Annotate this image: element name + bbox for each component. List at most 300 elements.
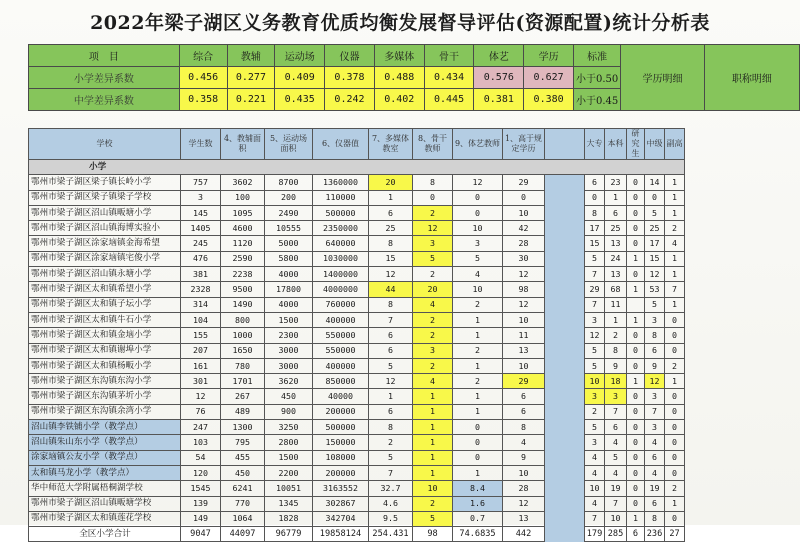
table-cell: 0 — [453, 420, 503, 435]
summary-value: 0.627 — [524, 67, 574, 89]
school-name: 鄂州市梁子湖区太和镇希望小学 — [29, 282, 181, 297]
table-cell: 7 — [645, 404, 665, 419]
table-cell: 10 — [413, 481, 453, 496]
table-row — [29, 435, 685, 450]
table-cell: 4000000 — [313, 282, 369, 297]
table-cell: 500000 — [313, 205, 369, 220]
table-cell: 4.6 — [369, 496, 413, 511]
gap-cell — [545, 420, 585, 435]
table-cell: 1064 — [221, 511, 265, 526]
table-cell: 6 — [503, 404, 545, 419]
school-name: 鄂州市梁子湖区东沟镇余湾小学 — [29, 404, 181, 419]
table-cell: 8 — [369, 420, 413, 435]
table-cell: 0 — [453, 205, 503, 220]
table-header-row — [29, 129, 685, 160]
table-cell: 1 — [665, 205, 685, 220]
table-cell: 30 — [503, 251, 545, 266]
table-cell: 11 — [605, 297, 627, 312]
summary-header-item: 项 目 — [29, 45, 180, 67]
table-cell: 760000 — [313, 297, 369, 312]
table-cell: 10 — [503, 358, 545, 373]
table-cell: 104 — [181, 312, 221, 327]
table-cell: 9.5 — [369, 511, 413, 526]
table-row — [29, 420, 685, 435]
summary-title-detail: 职称明细 — [704, 45, 799, 111]
school-name: 鄂州市梁子湖区沼山镇永塘小学 — [29, 267, 181, 282]
table-cell: 0 — [665, 435, 685, 450]
table-cell: 1 — [627, 251, 645, 266]
table-cell: 795 — [221, 435, 265, 450]
table-cell: 3 — [453, 236, 503, 251]
table-cell: 9 — [503, 450, 545, 465]
gap-cell — [545, 221, 585, 236]
school-name: 鄂州市梁子湖区梁子镇梁子学校 — [29, 190, 181, 205]
table-cell: 5 — [413, 251, 453, 266]
col-header-aux-area: 4、教辅面积 — [221, 129, 265, 160]
table-cell: 6 — [503, 389, 545, 404]
table-cell: 6 — [369, 205, 413, 220]
summary-value: 0.221 — [227, 89, 275, 111]
table-cell: 2 — [413, 267, 453, 282]
table-cell: 8 — [645, 328, 665, 343]
table-cell: 0 — [665, 465, 685, 480]
table-row — [29, 205, 685, 220]
table-cell: 1 — [369, 190, 413, 205]
table-cell: 68 — [605, 282, 627, 297]
summary-header-multimedia: 多媒体 — [374, 45, 424, 67]
table-cell: 0 — [665, 511, 685, 526]
table-cell: 8.4 — [453, 481, 503, 496]
table-cell: 6 — [585, 175, 605, 190]
table-cell: 19858124 — [313, 527, 369, 542]
table-cell: 15 — [645, 251, 665, 266]
table-cell — [627, 297, 645, 312]
summary-value: 0.445 — [424, 89, 474, 111]
table-cell: 1 — [413, 450, 453, 465]
table-cell: 15 — [585, 236, 605, 251]
table-cell: 5 — [413, 511, 453, 526]
summary-value: 0.277 — [227, 67, 275, 89]
table-cell: 5 — [585, 343, 605, 358]
table-cell: 2200 — [265, 465, 313, 480]
table-cell: 455 — [221, 450, 265, 465]
col-header-above-degree: 1、高于规定学历 — [503, 129, 545, 160]
table-cell: 6 — [605, 420, 627, 435]
table-cell: 2300 — [265, 328, 313, 343]
gap-cell — [545, 404, 585, 419]
table-cell: 0 — [627, 205, 645, 220]
table-cell: 3 — [413, 236, 453, 251]
table-cell: 20 — [413, 282, 453, 297]
table-cell: 12 — [645, 374, 665, 389]
table-cell: 7 — [605, 496, 627, 511]
table-cell: 1 — [413, 404, 453, 419]
table-cell: 4 — [605, 435, 627, 450]
table-cell: 8700 — [265, 175, 313, 190]
table-cell: 3 — [585, 435, 605, 450]
table-cell: 2 — [369, 435, 413, 450]
table-cell: 5 — [645, 205, 665, 220]
table-cell: 12 — [181, 389, 221, 404]
school-name: 全区小学合计 — [29, 527, 181, 542]
table-cell: 10 — [453, 221, 503, 236]
gap-cell — [545, 312, 585, 327]
table-cell: 0 — [627, 175, 645, 190]
table-cell: 1120 — [221, 236, 265, 251]
table-cell: 1 — [369, 389, 413, 404]
col-header-arts: 9、体艺教师 — [453, 129, 503, 160]
col-header-bachelor: 本科 — [605, 129, 627, 160]
table-cell: 25 — [645, 221, 665, 236]
col-header-sports-area: 5、运动场面积 — [265, 129, 313, 160]
col-header-intermediate: 中级 — [645, 129, 665, 160]
col-header-students: 学生数 — [181, 129, 221, 160]
summary-value: 0.435 — [275, 89, 325, 111]
table-row — [29, 190, 685, 205]
table-cell: 1 — [665, 267, 685, 282]
table-cell: 7 — [585, 511, 605, 526]
table-cell: 2 — [453, 343, 503, 358]
table-cell: 1 — [453, 358, 503, 373]
table-cell: 155 — [181, 328, 221, 343]
table-cell: 53 — [645, 282, 665, 297]
table-cell: 161 — [181, 358, 221, 373]
school-name: 华中师范大学附属梧桐湖学校 — [29, 481, 181, 496]
table-cell: 103 — [181, 435, 221, 450]
gap-cell — [545, 175, 585, 190]
table-cell: 200000 — [313, 404, 369, 419]
table-cell: 0 — [627, 190, 645, 205]
table-cell: 2590 — [221, 251, 265, 266]
col-header-instrument-value: 6、仪器值 — [313, 129, 369, 160]
col-header-postgrad: 研究生 — [627, 129, 645, 160]
table-cell: 13 — [605, 267, 627, 282]
table-cell: 5 — [369, 358, 413, 373]
table-cell: 25 — [605, 221, 627, 236]
gap-cell — [545, 389, 585, 404]
table-cell: 400000 — [313, 358, 369, 373]
summary-header-arts: 体艺 — [474, 45, 524, 67]
table-cell: 6 — [627, 527, 645, 542]
table-cell: 4 — [645, 435, 665, 450]
table-cell: 44 — [369, 282, 413, 297]
summary-standard: 小于0.50 — [574, 67, 621, 89]
table-cell: 7 — [665, 282, 685, 297]
table-cell: 0 — [627, 328, 645, 343]
table-cell: 3250 — [265, 420, 313, 435]
table-cell: 15 — [369, 251, 413, 266]
table-cell: 42 — [503, 221, 545, 236]
table-cell: 100 — [221, 190, 265, 205]
table-cell: 640000 — [313, 236, 369, 251]
table-cell: 2 — [665, 358, 685, 373]
table-cell: 6 — [369, 343, 413, 358]
summary-header-sports: 运动场 — [275, 45, 325, 67]
table-cell: 8 — [585, 205, 605, 220]
table-cell: 10 — [605, 511, 627, 526]
gap-cell — [545, 190, 585, 205]
table-cell: 2490 — [265, 205, 313, 220]
summary-value: 0.409 — [275, 67, 325, 89]
table-cell: 108000 — [313, 450, 369, 465]
table-cell: 32.7 — [369, 481, 413, 496]
table-cell: 1030000 — [313, 251, 369, 266]
table-row — [29, 221, 685, 236]
table-cell: 800 — [221, 312, 265, 327]
table-cell: 850000 — [313, 374, 369, 389]
summary-header-degree: 学历 — [524, 45, 574, 67]
table-cell: 5 — [453, 251, 503, 266]
table-cell: 139 — [181, 496, 221, 511]
table-cell: 13 — [605, 236, 627, 251]
table-cell: 4 — [413, 374, 453, 389]
table-cell: 10 — [503, 312, 545, 327]
table-cell: 29 — [503, 374, 545, 389]
table-cell: 19 — [605, 481, 627, 496]
school-name: 沼山镇朱山东小学（教学点） — [29, 435, 181, 450]
school-name: 鄂州市梁子湖区太和镇金垴小学 — [29, 328, 181, 343]
summary-header-backbone: 骨干 — [424, 45, 474, 67]
table-cell: 1828 — [265, 511, 313, 526]
gap-cell — [545, 267, 585, 282]
table-body — [29, 160, 685, 542]
table-cell: 0 — [627, 343, 645, 358]
table-cell: 10 — [453, 282, 503, 297]
table-cell: 5800 — [265, 251, 313, 266]
table-cell: 381 — [181, 267, 221, 282]
table-cell: 0 — [627, 267, 645, 282]
table-cell: 2800 — [265, 435, 313, 450]
table-cell: 450 — [265, 389, 313, 404]
table-cell: 2 — [605, 328, 627, 343]
school-name: 鄂州市梁子湖区沼山镇海博实验小 — [29, 221, 181, 236]
table-cell: 19 — [645, 481, 665, 496]
school-name: 鄂州市梁子湖区涂家垴镇金海希望 — [29, 236, 181, 251]
table-cell: 2 — [413, 358, 453, 373]
table-cell: 4600 — [221, 221, 265, 236]
table-cell: 247 — [181, 420, 221, 435]
gap-cell — [545, 236, 585, 251]
table-cell: 2 — [665, 221, 685, 236]
col-header-multimedia: 7、多媒体教室 — [369, 129, 413, 160]
table-cell: 1490 — [221, 297, 265, 312]
summary-value: 0.380 — [524, 89, 574, 111]
table-row — [29, 374, 685, 389]
school-name: 太和镇马龙小学（教学点） — [29, 465, 181, 480]
table-cell: 2 — [413, 205, 453, 220]
table-cell: 12 — [453, 175, 503, 190]
table-cell: 5 — [645, 297, 665, 312]
table-cell: 1 — [453, 465, 503, 480]
table-cell: 1345 — [265, 496, 313, 511]
school-name: 鄂州市梁子湖区沼山镇畈塘学校 — [29, 496, 181, 511]
summary-header-composite: 综合 — [179, 45, 227, 67]
gap-cell — [545, 496, 585, 511]
table-cell: 254.431 — [369, 527, 413, 542]
table-cell: 29 — [503, 175, 545, 190]
table-cell: 0 — [627, 221, 645, 236]
table-cell: 0 — [627, 481, 645, 496]
table-cell: 770 — [221, 496, 265, 511]
table-cell: 4 — [585, 496, 605, 511]
table-cell: 8 — [605, 343, 627, 358]
table-cell: 28 — [503, 481, 545, 496]
table-cell: 1 — [665, 175, 685, 190]
table-row — [29, 465, 685, 480]
table-cell: 110000 — [313, 190, 369, 205]
summary-value: 0.358 — [179, 89, 227, 111]
table-cell: 5000 — [265, 236, 313, 251]
table-cell: 12 — [413, 221, 453, 236]
col-header-junior-college: 大专 — [585, 129, 605, 160]
table-row — [29, 343, 685, 358]
table-cell: 7 — [585, 267, 605, 282]
gap-cell — [545, 205, 585, 220]
summary-standard: 小于0.45 — [574, 89, 621, 111]
table-cell: 8 — [503, 420, 545, 435]
table-cell: 17 — [585, 221, 605, 236]
table-cell: 20 — [369, 175, 413, 190]
table-cell: 0 — [665, 450, 685, 465]
table-cell: 23 — [605, 175, 627, 190]
gap-cell — [545, 481, 585, 496]
table-cell: 3 — [645, 420, 665, 435]
col-header-assoc-senior: 副高 — [665, 129, 685, 160]
gap-cell — [545, 343, 585, 358]
table-cell: 2 — [665, 481, 685, 496]
gap-cell — [545, 251, 585, 266]
table-cell: 74.6835 — [453, 527, 503, 542]
school-name: 涂家垴镇公友小学（教学点） — [29, 450, 181, 465]
section-label: 小学 — [29, 160, 685, 175]
table-row — [29, 389, 685, 404]
table-cell: 1 — [627, 282, 645, 297]
table-cell: 3 — [585, 389, 605, 404]
table-cell: 3602 — [221, 175, 265, 190]
table-cell: 500000 — [313, 420, 369, 435]
table-cell: 17800 — [265, 282, 313, 297]
table-cell: 2 — [453, 374, 503, 389]
table-cell: 9500 — [221, 282, 265, 297]
table-cell: 3000 — [265, 358, 313, 373]
table-cell: 0 — [665, 420, 685, 435]
table-cell: 7 — [369, 465, 413, 480]
table-cell: 3000 — [265, 343, 313, 358]
table-cell: 4000 — [265, 267, 313, 282]
table-cell: 9 — [605, 358, 627, 373]
table-row — [29, 481, 685, 496]
school-name: 鄂州市梁子湖区东沟镇茅圻小学 — [29, 389, 181, 404]
table-cell: 98 — [503, 282, 545, 297]
school-name: 鄂州市梁子湖区太和镇子坛小学 — [29, 297, 181, 312]
table-cell: 0 — [665, 343, 685, 358]
table-cell: 1.6 — [453, 496, 503, 511]
table-cell: 1 — [453, 328, 503, 343]
table-cell: 1 — [413, 420, 453, 435]
table-cell: 3163552 — [313, 481, 369, 496]
school-name: 鄂州市梁子湖区太和镇杨畈小学 — [29, 358, 181, 373]
table-cell: 2 — [413, 496, 453, 511]
table-cell: 2328 — [181, 282, 221, 297]
table-cell: 1300 — [221, 420, 265, 435]
page-title: 2022年梁子湖区义务教育优质均衡发展督导评估(资源配置)统计分析表 — [90, 12, 710, 34]
table-cell: 5 — [369, 450, 413, 465]
table-cell: 120 — [181, 465, 221, 480]
table-cell: 3 — [645, 312, 665, 327]
table-cell: 6 — [369, 328, 413, 343]
summary-header-instrument: 仪器 — [325, 45, 375, 67]
table-row — [29, 404, 685, 419]
summary-label: 中学差异系数 — [29, 89, 180, 111]
table-cell: 757 — [181, 175, 221, 190]
table-row — [29, 328, 685, 343]
summary-value: 0.402 — [374, 89, 424, 111]
table-cell: 1 — [665, 297, 685, 312]
table-cell: 12 — [369, 374, 413, 389]
table-cell: 314 — [181, 297, 221, 312]
table-cell: 1650 — [221, 343, 265, 358]
table-cell: 1400000 — [313, 267, 369, 282]
school-name: 鄂州市梁子湖区东沟镇东沟小学 — [29, 374, 181, 389]
table-cell: 0 — [453, 190, 503, 205]
table-cell: 96779 — [265, 527, 313, 542]
table-cell: 4000 — [265, 297, 313, 312]
table-cell: 2 — [585, 404, 605, 419]
table-cell: 2 — [413, 312, 453, 327]
table-cell: 1 — [413, 465, 453, 480]
table-cell: 25 — [369, 221, 413, 236]
table-cell: 17 — [645, 236, 665, 251]
table-cell: 4 — [665, 236, 685, 251]
section-row — [29, 160, 685, 175]
table-row — [29, 297, 685, 312]
table-cell: 0 — [503, 190, 545, 205]
table-row — [29, 511, 685, 526]
table-cell: 0.7 — [453, 511, 503, 526]
table-cell: 29 — [585, 282, 605, 297]
table-cell: 0 — [585, 190, 605, 205]
table-cell: 150000 — [313, 435, 369, 450]
table-cell: 10 — [503, 465, 545, 480]
table-cell: 12 — [503, 297, 545, 312]
table-cell: 1 — [413, 389, 453, 404]
gap-cell — [545, 374, 585, 389]
summary-value: 0.488 — [374, 67, 424, 89]
table-cell: 236 — [645, 527, 665, 542]
table-cell: 18 — [605, 374, 627, 389]
table-cell: 4 — [645, 465, 665, 480]
summary-header-row — [29, 45, 800, 67]
table-cell: 8 — [369, 236, 413, 251]
col-header-backbone: 8、骨干教师 — [413, 129, 453, 160]
table-cell: 8 — [369, 297, 413, 312]
table-cell: 12 — [585, 328, 605, 343]
table-cell: 6 — [645, 450, 665, 465]
table-row — [29, 312, 685, 327]
table-row — [29, 496, 685, 511]
table-cell: 0 — [627, 389, 645, 404]
table-cell: 7 — [585, 297, 605, 312]
table-cell: 9 — [645, 358, 665, 373]
gap-cell — [545, 511, 585, 526]
table-cell: 10 — [503, 205, 545, 220]
table-cell: 44097 — [221, 527, 265, 542]
table-cell: 3 — [645, 389, 665, 404]
table-cell: 1 — [627, 374, 645, 389]
table-cell: 1500 — [265, 450, 313, 465]
table-cell: 10 — [585, 481, 605, 496]
table-cell: 6 — [605, 205, 627, 220]
